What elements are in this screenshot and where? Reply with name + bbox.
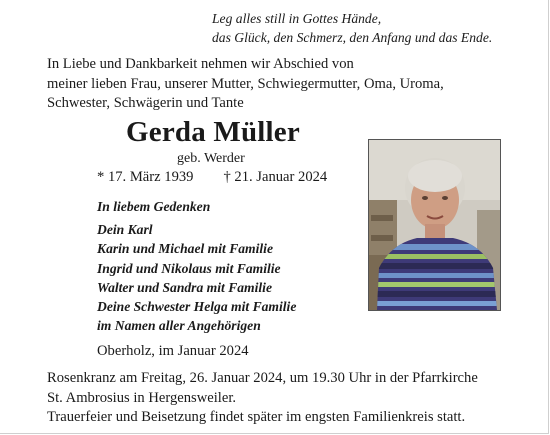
death-date: † 21. Januar 2024	[223, 169, 328, 185]
intro-text	[47, 55, 444, 114]
mourners-list	[97, 197, 296, 335]
mourner-line: Deine Schwester Helga mit Familie	[97, 299, 297, 315]
footer-line-1: Rosenkranz am Freitag, 26. Januar 2024, um 19.30 Uhr in der Pfarrkirche	[47, 370, 478, 386]
memorial-quote	[212, 9, 492, 47]
intro-line-1: In Liebe und Dankbarkeit nehmen wir Abschied von	[47, 56, 354, 72]
birth-date: * 17. März 1939	[97, 169, 194, 185]
deceased-name: Gerda Müller	[126, 116, 300, 148]
footer-line-2: St. Ambrosius in Hergensweiler.	[47, 389, 237, 406]
mourner-line: Ingrid und Nikolaus mit Familie	[97, 260, 281, 276]
mourner-line: im Namen aller Angehörigen	[97, 318, 261, 334]
mourners-heading: In liebem Gedenken	[97, 199, 211, 214]
quote-line-1: Leg alles still in Gottes Hände,	[212, 11, 382, 26]
service-information	[47, 369, 478, 428]
quote-line-2: das Glück, den Schmerz, den Anfang und das Ende.	[212, 30, 493, 45]
place-and-date: Oberholz, im Januar 2024	[97, 343, 249, 359]
portrait-photo	[368, 139, 501, 311]
life-dates	[97, 168, 327, 187]
intro-line-2: meiner lieben Frau, unserer Mutter, Schwiegermutter, Oma, Uroma,	[47, 75, 444, 92]
portrait-illustration	[369, 140, 500, 310]
mourner-line: Karin und Michael mit Familie	[97, 241, 273, 257]
maiden-name: geb. Werder	[177, 151, 245, 166]
footer-line-3: Trauerfeier und Beisetzung findet später im engsten Familienkreis statt.	[47, 409, 466, 425]
intro-line-3: Schwester, Schwägerin und Tante	[47, 95, 244, 111]
mourner-line: Dein Karl	[97, 222, 153, 238]
mourner-line: Walter und Sandra mit Familie	[97, 279, 272, 295]
